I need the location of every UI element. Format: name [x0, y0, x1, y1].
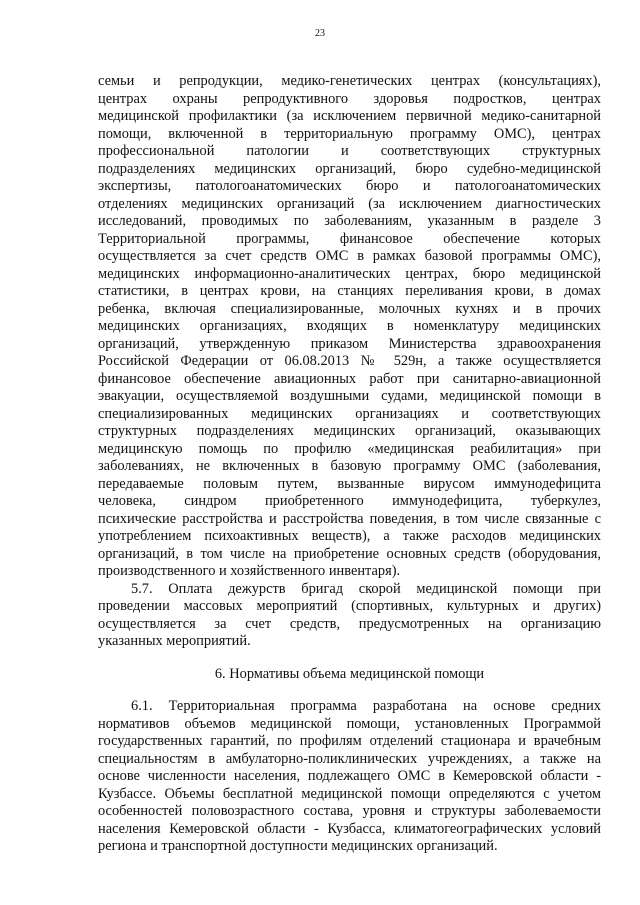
text-line: статистики, в центрах крови, на станциях переливания крови, в домах — [98, 283, 601, 299]
paragraph-6-1 — [98, 698, 601, 856]
text-line: человека, синдром приобретенного иммунодефицита, туберкулез, — [98, 493, 601, 509]
text-line: 6.1. Территориальная программа разработана на основе средних — [131, 698, 601, 714]
text-line: структурных подразделениях медицинских организаций, оказывающих — [98, 423, 601, 439]
text-line: передаваемые половым путем, вызванные вирусом иммунодефицита — [98, 475, 601, 492]
page-number: 23 — [315, 28, 325, 39]
text-line: отделениях медицинских организаций (за исключением диагностических — [98, 195, 601, 212]
text-line: центрах охраны репродуктивного здоровья подростков, центрах — [98, 90, 601, 107]
text-line: семьи и репродукции, медико-генетических центрах (консультациях), — [98, 73, 601, 89]
text-line: специализированных медицинских организациях и соответствующих — [98, 405, 601, 422]
text-line: населения Кемеровской области - Кузбасса, климатогеографических условий — [98, 820, 601, 837]
text-line: организаций, в том числе на приобретение основных средств (оборудования, — [98, 545, 601, 562]
spacer — [98, 651, 601, 666]
text-line: заболеваниях, не включенных в базовую программу ОМС (заболевания, — [98, 458, 601, 474]
text-line: эвакуации, осуществляемой воздушными судами, медицинской помощи в — [98, 388, 601, 404]
text-line: указанных мероприятий. — [98, 633, 251, 649]
text-line: проведении массовых мероприятий (спортивных, культурных и других) — [98, 598, 601, 614]
text-line: Российской Федерации от 06.08.2013 № 529н, а также осуществляется — [98, 353, 601, 369]
text-line: государственных гарантий, по профилям отделений стационара и врачебным — [98, 733, 601, 749]
text-line: региона и транспортной доступности медицинских организаций. — [98, 838, 498, 854]
text-line: осуществляется за счет средств ОМС в рамках базовой программы ОМС), — [98, 248, 601, 264]
text-line: медицинскую помощь по профилю «медицинская реабилитация» при — [98, 440, 601, 457]
text-line: Территориальной программы, финансовое обеспечение которых — [98, 230, 601, 247]
text-line: употреблением психоактивных веществ), а также расходов медицинских — [98, 528, 601, 544]
text-line: исследований, проводимых по заболеваниям, указанным в разделе 3 — [98, 213, 601, 229]
text-line: производственного и хозяйственного инвентаря). — [98, 563, 401, 579]
text-line: экспертизы, патологоанатомических бюро и патологоанатомических — [98, 178, 601, 194]
text-line: медицинских организациях, входящих в номенклатуру медицинских — [98, 318, 601, 334]
spacer — [98, 683, 601, 698]
text-line: медицинских информационно-аналитических центрах, бюро медицинской — [98, 265, 601, 282]
text-line: особенностей половозрастного состава, уровня и структуры заболеваемости — [98, 803, 601, 819]
text-line: основе численности населения, подлежащего ОМС в Кемеровской области - — [98, 768, 601, 784]
text-line: специальностям в амбулаторно-поликлинических учреждениях, а также на — [98, 750, 601, 767]
text-line: медицинской профилактики (за исключением первичной медико-санитарной — [98, 108, 601, 124]
text-line: организаций, утвержденную приказом Министерства здравоохранения — [98, 335, 601, 352]
paragraph-continuation — [98, 73, 601, 581]
text-line: осуществляется за счет средств, предусмотренных на организацию — [98, 615, 601, 632]
text-line: финансовое обеспечение авиационных работ при санитарно-авиационной — [98, 370, 601, 387]
text-line: подразделениях медицинских организаций, бюро судебно-медицинской — [98, 160, 601, 177]
text-line: ребенка, включая специализированные, молочных кухнях и в прочих — [98, 300, 601, 317]
text-line: нормативов объемов медицинской помощи, установленных Программой — [98, 715, 601, 732]
paragraph-5-7 — [98, 581, 601, 651]
text-line: помощи, включенной в территориальную программу ОМС), центрах — [98, 125, 601, 142]
text-line: психические расстройства и расстройства поведения, в том числе связанные с — [98, 510, 601, 527]
text-line: профессиональной патологии и соответствующих структурных — [98, 143, 601, 159]
section-heading: 6. Нормативы объема медицинской помощи — [214, 665, 485, 682]
text-line: 5.7. Оплата дежурств бригад скорой медицинской помощи при — [131, 580, 601, 597]
text-line: Кузбассе. Объемы бесплатной медицинской помощи определяются с учетом — [98, 785, 601, 802]
document-body — [98, 73, 601, 856]
